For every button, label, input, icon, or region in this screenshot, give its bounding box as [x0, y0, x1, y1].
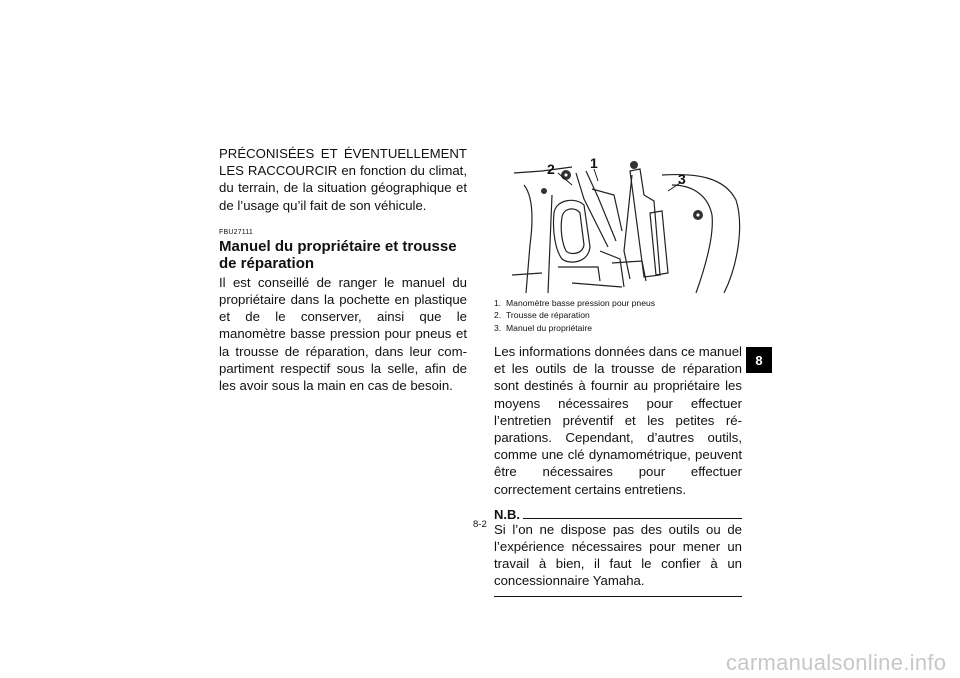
section-title: Manuel du propriétaire et trousse de réparation: [219, 237, 457, 272]
left-column: [219, 145, 467, 394]
right-column: [494, 343, 742, 597]
chapter-tab: 8: [746, 347, 772, 373]
callout-3: 3: [678, 171, 686, 187]
callout-2: 2: [547, 161, 555, 177]
page-number: 8-2: [473, 519, 487, 530]
caption-number: 3.: [494, 322, 502, 333]
caption-item: [494, 297, 742, 309]
note-end-rule: [494, 596, 742, 597]
caption-item: [494, 309, 742, 321]
section-body: Il est conseillé de ranger le manuel du propriétaire dans la pochette en plastique et de le conserver, ainsi que le manomètre basse pression pour pneus et la trousse de réparation, dans leur com-partiment respectif sous la selle, afin de les avoir sous la main en cas de besoin.: [219, 274, 467, 394]
caption-number: 1.: [494, 298, 502, 308]
note-text: Si l’on ne dispose pas des outils ou de l’expérience nécessaires pour mener un travail à bien, il faut le confier à un concessionnaire Yamaha.: [494, 521, 742, 589]
note-header: [494, 506, 742, 521]
note-rule: [523, 518, 742, 519]
caption-text: Trousse de réparation: [506, 310, 590, 321]
compartment-illustration: [512, 155, 745, 293]
note-label: N.B.: [494, 506, 520, 522]
figure-captions: [494, 297, 742, 334]
caption-number: 2.: [494, 310, 502, 321]
caption-text: Manomètre basse pression pour pneus: [506, 298, 656, 308]
caption-item: [494, 322, 742, 334]
watermark: carmanualsonline.info: [726, 650, 947, 675]
section-code: FBU27111: [219, 228, 254, 236]
intro-paragraph: PRÉCONISÉES ET ÉVENTUELLEMENT LES RACCOURCIR en fonction du climat, du terrain, de la situation géographique et de l’usage qu’il fait de son véhicule.: [219, 146, 467, 213]
caption-text: Manuel du propriétaire: [506, 322, 592, 333]
info-paragraph: Les informations données dans ce manuel et les outils de la trousse de réparation sont destinés à fournir au propriétaire les moyens nécessaires pour effectuer l’entretien préventif et les petites ré-parations. Cependant, d’autres outils, comme une clé dynamométrique, peuvent être nécessaires pour effectuer correctement certains entretiens.: [494, 344, 742, 497]
callout-1: 1: [590, 155, 598, 171]
storage-compartment-figure: [512, 155, 745, 293]
